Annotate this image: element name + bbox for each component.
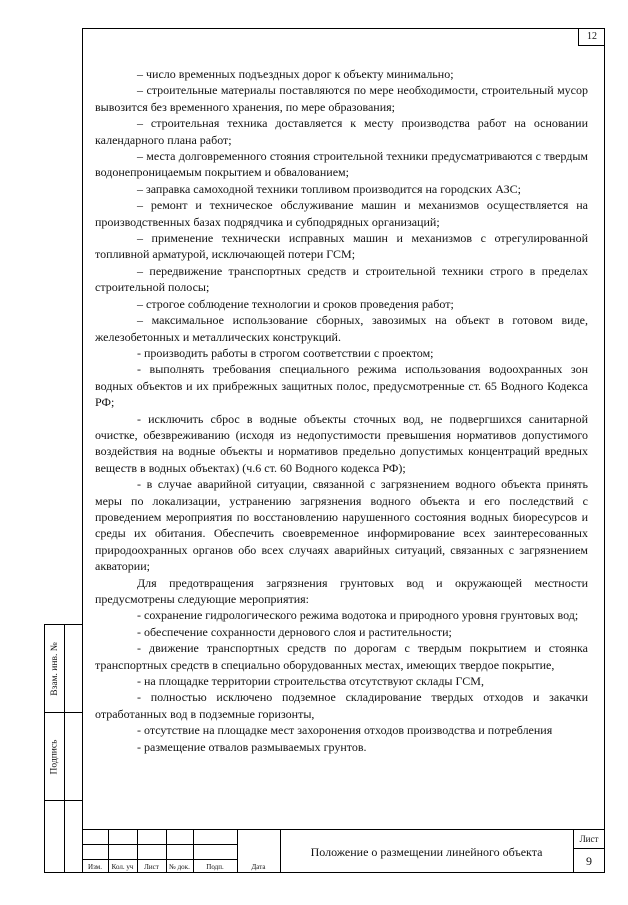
- paragraph: - размещение отвалов размываемых грунтов.: [137, 739, 367, 754]
- side-stamp-podpis-cell: [45, 713, 64, 800]
- title-block-col-podp: Подп.: [206, 863, 224, 871]
- side-stamp: [44, 624, 82, 873]
- title-block-row-line: [82, 844, 237, 845]
- paragraph: – строгое соблюдение технологии и сроков проведения работ;: [137, 296, 454, 311]
- paragraph: - выполнять требования специального режима использования водоохранных зон водных объектов и их прибрежных защитных полос, предусмотренные ст. 65 Водного Кодекса РФ;: [95, 362, 588, 410]
- title-block-col-data: Дата: [251, 863, 266, 871]
- side-stamp-podpis-label: Подпись: [49, 739, 60, 774]
- paragraph: - движение транспортных средств по дорогам с твердым покрытием и стоянка транспортных средств в специально оборудованных местах, имеющих твердое покрытие,: [95, 641, 588, 672]
- title-block-col-izm: Изм.: [88, 863, 102, 871]
- paragraph: – максимальное использование сборных, завозимых на объект в готовом виде, железобетонных и металлических конструкций.: [95, 313, 588, 344]
- title-block-sheet: [573, 830, 605, 874]
- paragraph: – места долговременного стояния строительной техники предусматриваются с твердым водонепроницаемым покрытием и обвалованием;: [95, 149, 588, 180]
- title-block-col-doc: № док.: [169, 863, 190, 871]
- side-stamp-vzam-label: Взам. инв. №: [49, 641, 60, 696]
- title-block-title: Положение о размещении линейного объекта: [310, 844, 543, 859]
- side-stamp-vzam-cell: [45, 625, 64, 712]
- paragraph: - отсутствие на площадке мест захоронения отходов производства и потребления: [137, 723, 553, 738]
- paragraph: Для предотвращения загрязнения грунтовых вод и окружающей местности предусмотрены следующие мероприятия:: [95, 575, 588, 606]
- title-block-col-list: Лист: [144, 863, 159, 871]
- paragraph: – применение технически исправных машин и механизмов с отрегулированной топливной арматурой, исключающей потери ГСМ;: [95, 231, 588, 262]
- title-block-col-kol-uch: Кол. уч: [111, 863, 134, 871]
- sheet-number: 9: [586, 854, 592, 868]
- paragraph: – строительные материалы поставляются по мере необходимости, строительный мусор вывозится без временного хранения, по мере образования;: [95, 83, 588, 114]
- paragraph: – ремонт и техническое обслуживание машин и механизмов осуществляется на производственных базах подрядчика и субподрядных организаций;: [95, 198, 588, 229]
- sheet-label: Лист: [573, 830, 605, 849]
- document-body: [95, 66, 588, 755]
- paragraph: – передвижение транспортных средств и строительной техники строго в пределах строительной полосы;: [95, 263, 588, 295]
- paragraph: – строительная техника доставляется к месту производства работ на основании календарного плана работ;: [95, 116, 588, 147]
- paragraph: - обеспечение сохранности дернового слоя и растительности;: [137, 624, 452, 639]
- paragraph: - производить работы в строгом соответствии с проектом;: [137, 345, 434, 360]
- paragraph: – заправка самоходной техники топливом производится на городских АЗС;: [137, 181, 521, 196]
- paragraph: - в случае аварийной ситуации, связанной с загрязнением водного объекта принять меры по локализации, устранению загрязнения водного объекта и его последствий с проведением мероприятия по восстановлению нарушенного состояния водных биоресурсов и среды их обитания. Обеспечить своевременное информирование всех заинтересованных природоохранных органов обо всех случаях аварийных ситуаций, связанных с загрязнением акватории;: [95, 477, 588, 574]
- paragraph: - на площадке территории строительства отсутствуют склады ГСМ,: [137, 674, 484, 689]
- paragraph: – число временных подъездных дорог к объекту минимально;: [137, 67, 454, 81]
- page-number-top: 12: [578, 28, 605, 46]
- paragraph: - сохранение гидрологического режима водотока и природного уровня грунтовых вод;: [137, 608, 579, 623]
- side-stamp-divider: [45, 800, 83, 801]
- paragraph: - полностью исключено подземное складирование твердых отходов и закачки отработанных вод в подземные горизонты,: [95, 690, 588, 721]
- paragraph: - исключить сброс в водные объекты сточных вод, не подвергшихся санитарной очистке, обезвреживанию (исходя из недопустимости превышения нормативов допустимого воздействия на водные объекты и нормативов предельно допустимых концентраций вредных веществ в водных объектах) (ч.6 ст. 60 Водного кодекса РФ);: [95, 411, 588, 475]
- title-block: [82, 829, 605, 873]
